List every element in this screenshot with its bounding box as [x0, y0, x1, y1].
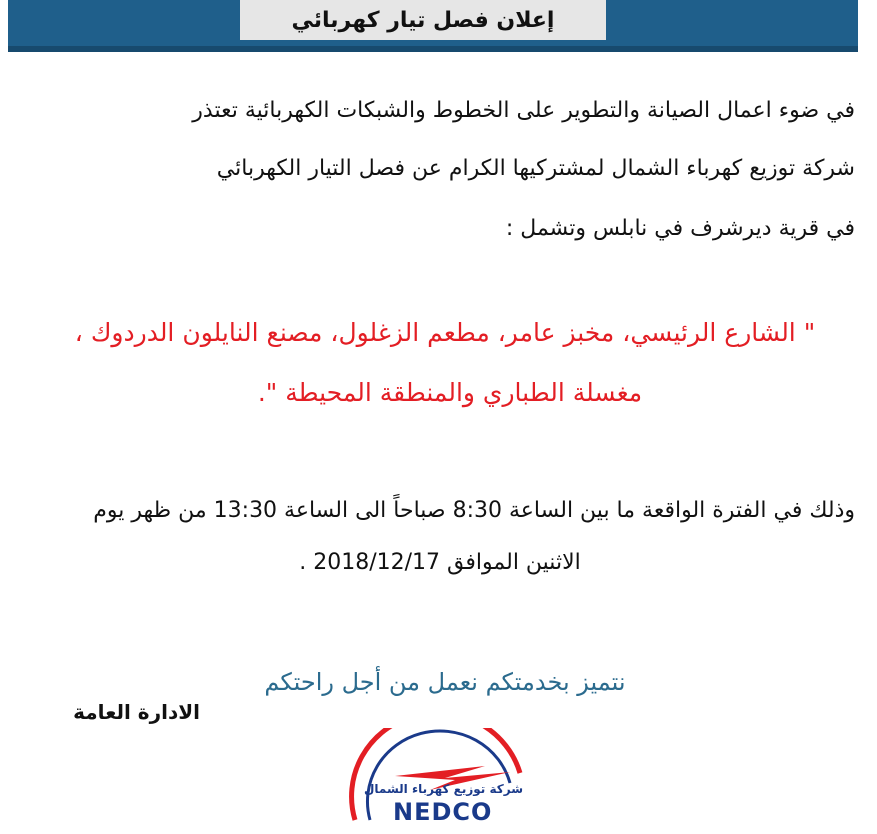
affected-areas-line-1: " الشارع الرئيسي، مخبز عامر، مطعم الزغلول، مصنع النايلون الدردوك ،: [74, 318, 816, 347]
signature-department: الادارة العامة: [73, 700, 200, 724]
announcement-title: إعلان فصل تيار كهربائي: [240, 0, 606, 40]
schedule-line-1: وذلك في الفترة الواقعة ما بين الساعة 8:30 صباحاً الى الساعة 13:30 من ظهر يوم: [93, 498, 855, 523]
body-line-3: في قرية ديرشرف في نابلس وتشمل :: [505, 216, 855, 241]
affected-areas-line-2: مغسلة الطباري والمنطقة المحيطة ".: [257, 378, 643, 407]
body-line-1: في ضوء اعمال الصيانة والتطوير على الخطوط والشبكات الكهربائية تعتذر: [192, 98, 855, 123]
logo-arabic-name: شركة توزيع كهرباء الشمال: [364, 782, 523, 796]
schedule-line-2: الاثنين الموافق 2018/12/17 .: [299, 550, 581, 575]
company-tagline: نتميز بخدمتكم نعمل من أجل راحتكم: [264, 668, 626, 696]
body-line-2: شركة توزيع كهرباء الشمال لمشتركيها الكرام عن فصل التيار الكهربائي: [216, 156, 855, 181]
logo-latin-name: NEDCO: [393, 798, 493, 826]
